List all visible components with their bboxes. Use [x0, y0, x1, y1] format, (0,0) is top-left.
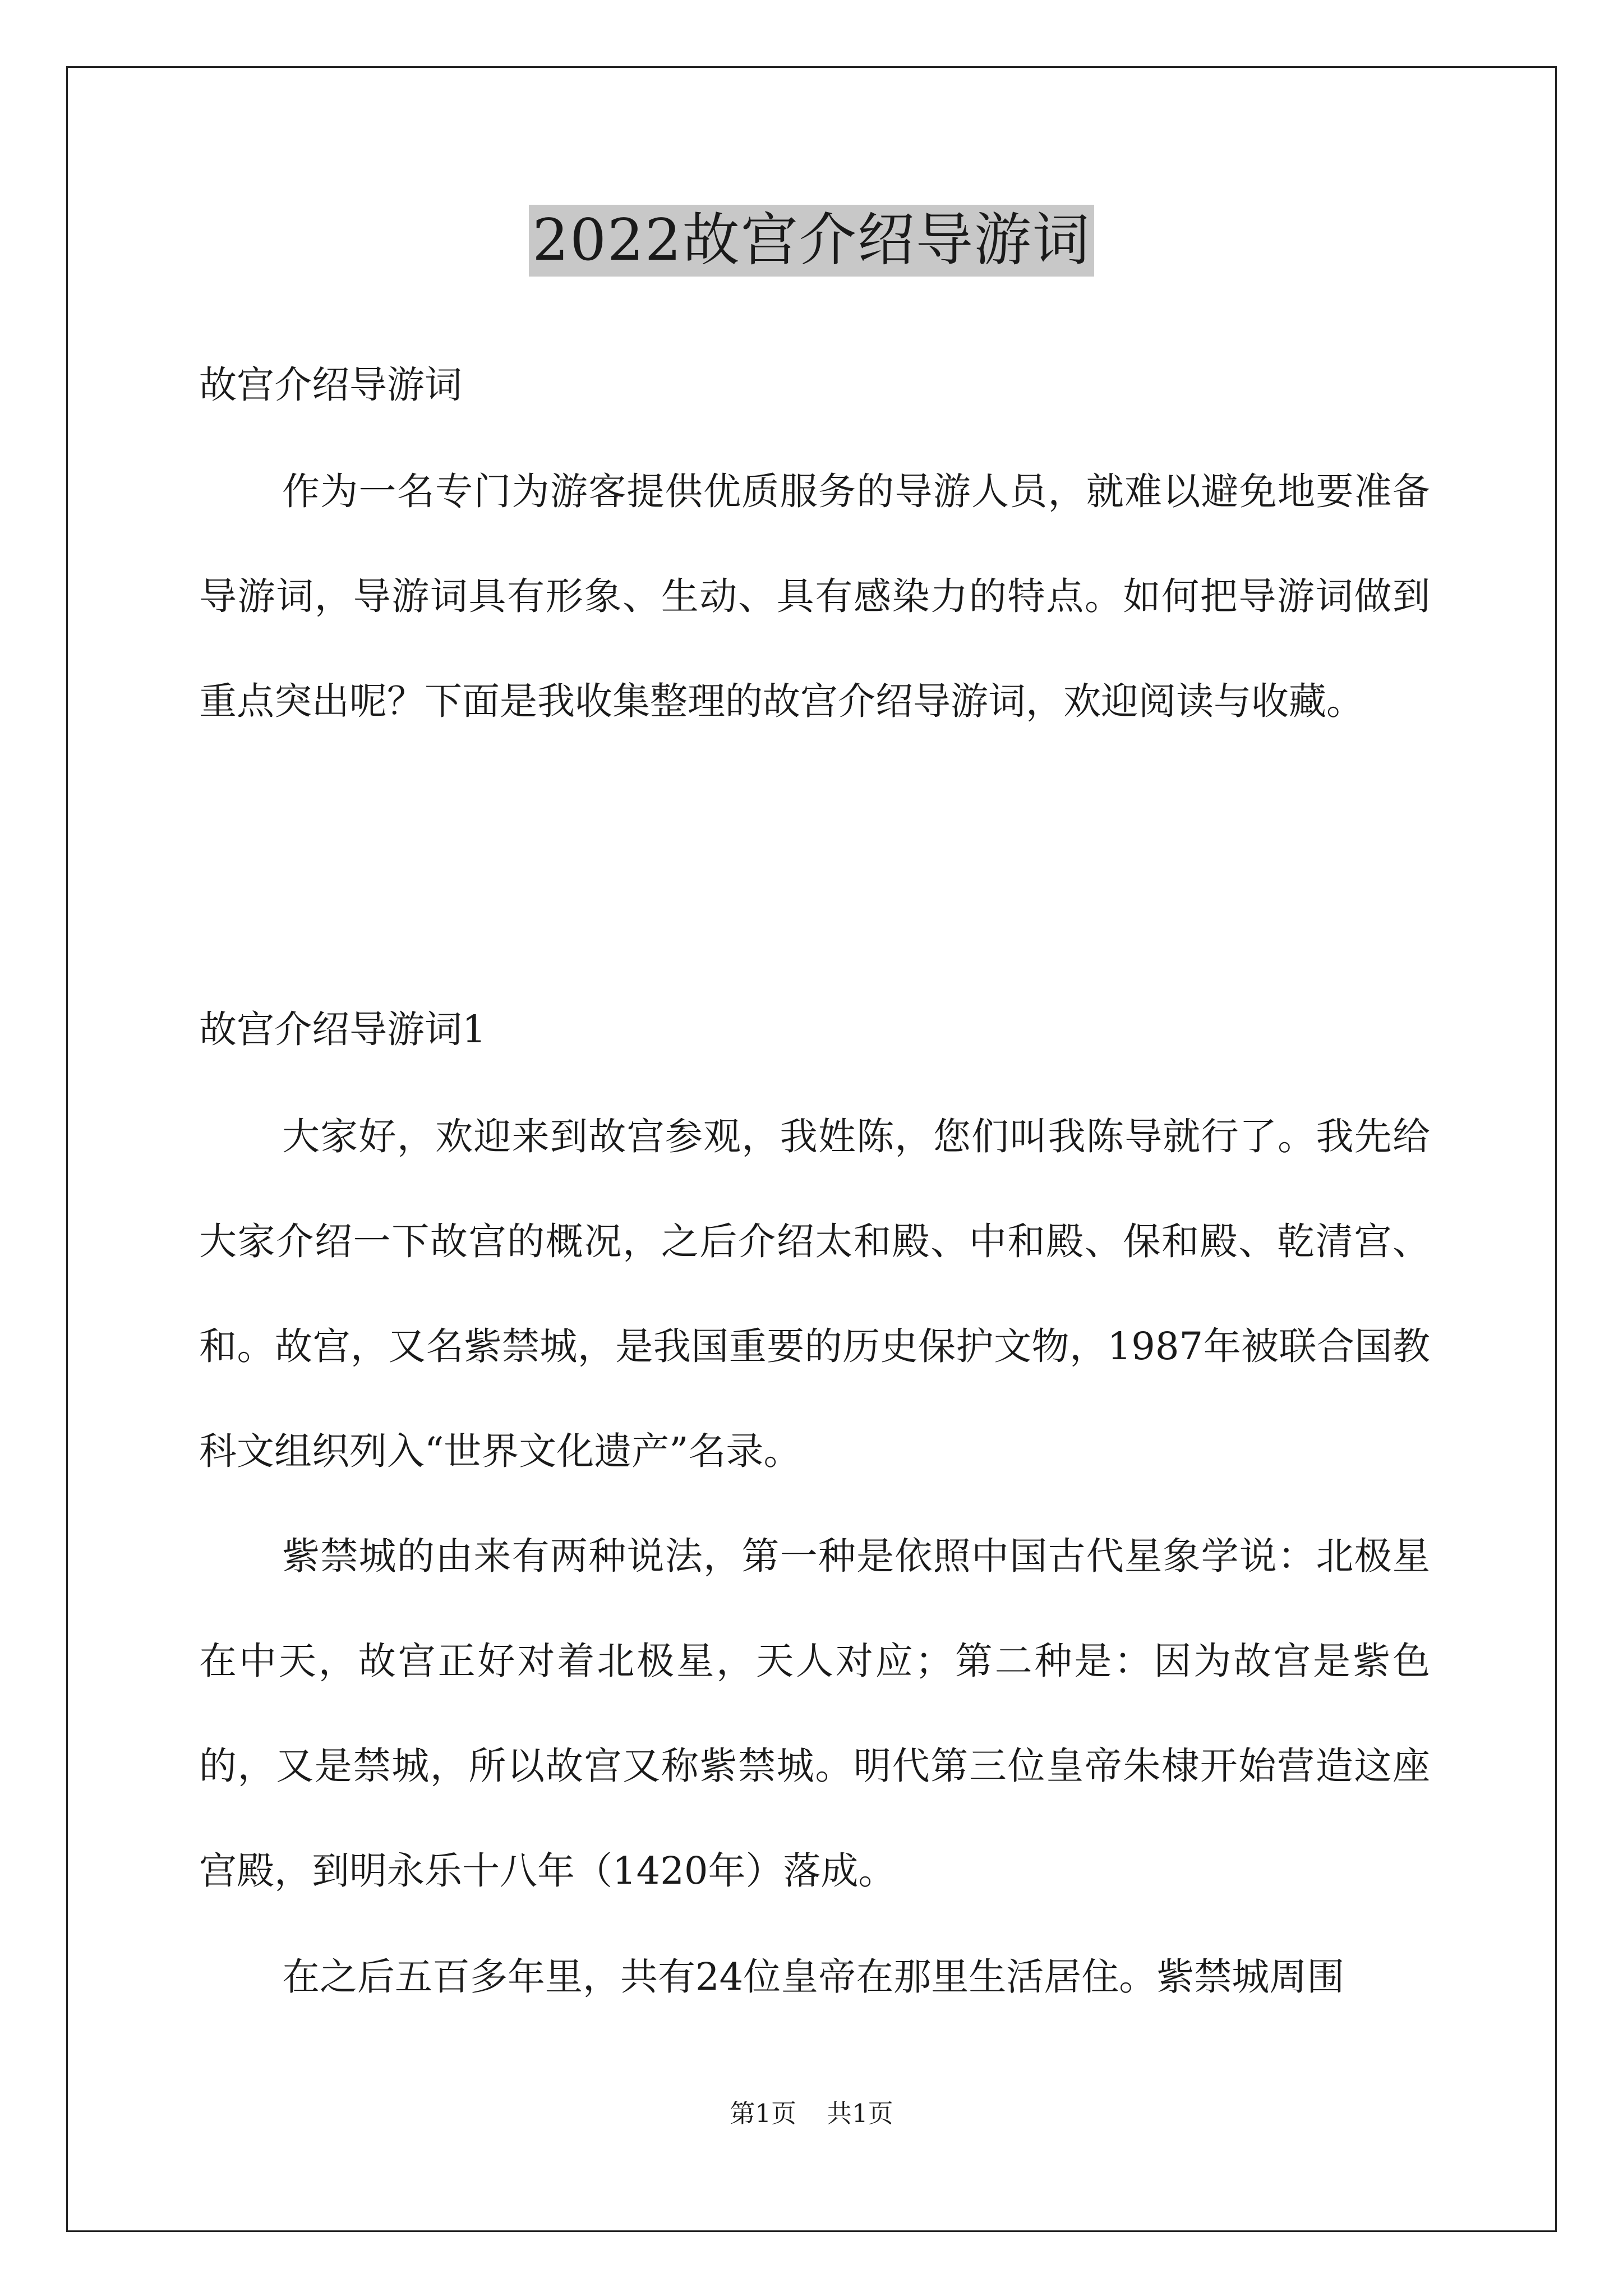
intro-paragraph: 作为一名专门为游客提供优质服务的导游人员，就难以避免地要准备导游词，导游词具有形象、生动、具有感染力的特点。如何把导游词做到重点突出呢？下面是我收集整理的故宫介绍导游词，欢迎阅读与收藏。: [199, 470, 1430, 723]
section-heading: 故宫介绍导游词1: [199, 1007, 486, 1051]
page-footer: [0, 2097, 1623, 2131]
subtitle: 故宫介绍导游词: [199, 363, 462, 407]
document-title: 2022故宫介绍导游词: [529, 205, 1094, 277]
body-paragraph: 在之后五百多年里，共有24位皇帝在那里生活居住。紫禁城周围: [282, 1955, 1345, 1999]
page-number: 第1页: [730, 2099, 796, 2128]
body-paragraph: 紫禁城的由来有两种说法，第一种是依照中国古代星象学说：北极星在中天，故宫正好对着北极星，天人对应；第二种是：因为故宫是紫色的，又是禁城，所以故宫又称紫禁城。明代第三位皇帝朱棣开始营造这座宫殿，到明永乐十八年（1420年）落成。: [199, 1534, 1430, 1893]
page-total: 共1页: [827, 2099, 893, 2128]
body-paragraph: 大家好，欢迎来到故宫参观，我姓陈，您们叫我陈导就行了。我先给大家介绍一下故宫的概况，之后介绍太和殿、中和殿、保和殿、乾清宫、和。故宫，又名紫禁城，是我国重要的历史保护文物，1987年被联合国教科文组织列入“世界文化遗产”名录。: [199, 1115, 1430, 1473]
title-block: [0, 205, 1623, 277]
